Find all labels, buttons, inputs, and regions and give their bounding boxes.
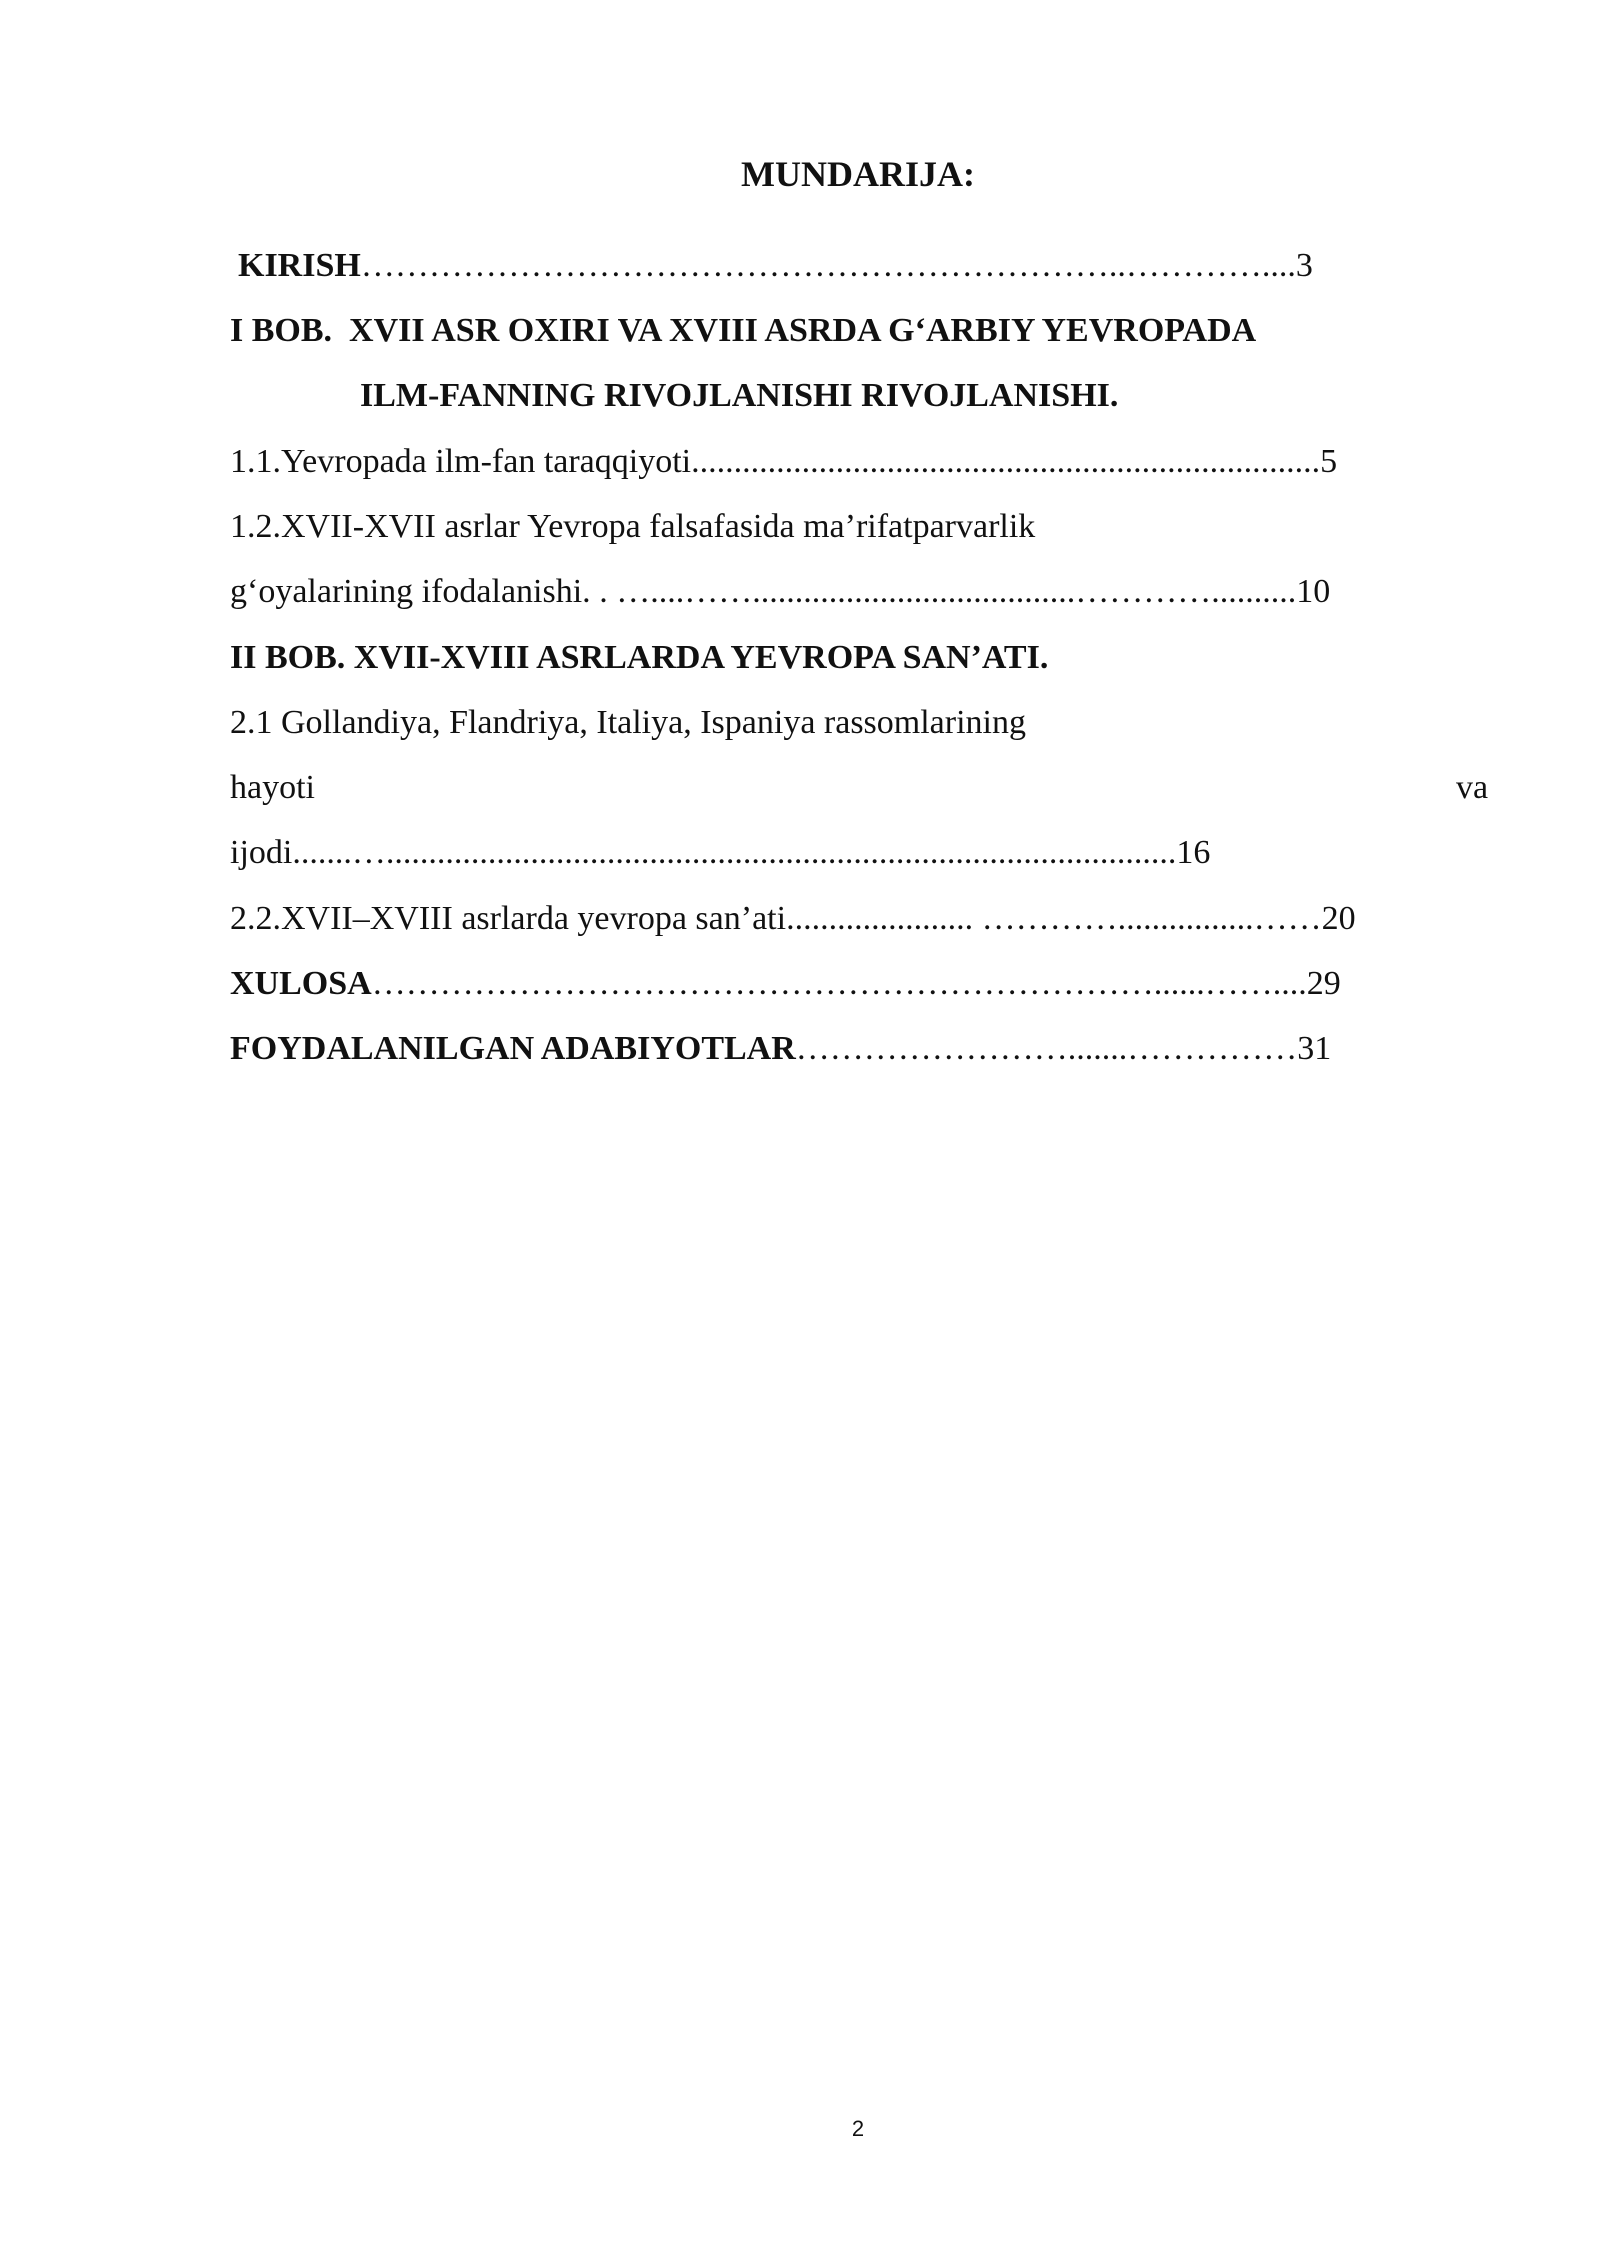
toc-entry-1-2-cont — [230, 570, 1330, 614]
toc-entry-1-2 — [230, 505, 1035, 549]
toc-entry-label: 1.2.XVII-XVII asrlar Yevropa falsafasida ma’rifatparvarlik — [230, 508, 1036, 545]
toc-entry-label: 2.1 Gollandiya, Flandriya, Italiya, Ispaniya rassomlarining — [230, 704, 1026, 741]
toc-entry-2-1-cont — [230, 766, 315, 810]
toc-entry-label: XULOSA — [230, 965, 372, 1002]
toc-entry-label: II BOB. XVII-XVIII ASRLARDA YEVROPA SAN’ATI. — [230, 639, 1049, 676]
toc-title: MUNDARIJA: — [741, 154, 975, 194]
toc-entry-label: ijodi — [230, 834, 293, 871]
toc-entry-2-1-end — [230, 831, 1210, 875]
toc-leader: .......................................................................... — [691, 443, 1321, 480]
toc-leader: .......…............................................................................................. — [292, 834, 1177, 871]
toc-entry-label: FOYDALANILGAN ADABIYOTLAR — [230, 1030, 796, 1067]
toc-chapter-2-heading — [230, 636, 1048, 680]
toc-entry-kirish — [238, 244, 1313, 288]
toc-page-number: 31 — [1297, 1030, 1332, 1067]
toc-justified-word: va — [1456, 769, 1489, 806]
toc-leader: …………………….......…………… — [795, 1030, 1298, 1067]
toc-entry-label: I BOB. XVII ASR OXIRI VA XVIII ASRDA G‘ARBIY YEVROPADA — [230, 312, 1257, 349]
toc-entry-label: ILM-FANNING RIVOJLANISHI RIVOJLANISHI. — [360, 377, 1119, 414]
toc-page-number: 29 — [1306, 965, 1341, 1002]
page-number: 2 — [851, 2116, 865, 2141]
toc-page-number: 20 — [1321, 900, 1356, 937]
toc-page-number: 3 — [1295, 247, 1313, 284]
toc-chapter-1-heading — [230, 309, 1256, 353]
toc-entry-xulosa — [230, 962, 1341, 1006]
toc-entry-label: g‘oyalarining ifodalanishi. — [230, 573, 591, 610]
toc-entry-bibliography — [230, 1027, 1331, 1071]
toc-leader: …………………………………………………………..………….... — [360, 247, 1296, 284]
toc-chapter-1-heading-cont — [360, 374, 1118, 418]
toc-leader: . …....……......................................………….......... — [590, 573, 1297, 610]
toc-leader: ……………………………………………………………......…….... — [371, 965, 1307, 1002]
toc-page-number: 5 — [1320, 443, 1338, 480]
toc-entry-1-1 — [230, 440, 1337, 484]
toc-entry-label: hayoti — [230, 769, 315, 806]
toc-entry-label: 1.1.Yevropada ilm-fan taraqqiyoti — [230, 443, 692, 480]
toc-entry-label: 2.2.XVII–XVIII asrlarda yevropa san’ati — [230, 900, 787, 937]
toc-page-number: 16 — [1176, 834, 1211, 871]
toc-entry-2-1 — [230, 701, 1026, 745]
toc-entry-label: KIRISH — [238, 247, 361, 284]
toc-entry-2-2 — [230, 897, 1356, 941]
toc-leader: ...................... …………................…… — [786, 900, 1322, 937]
toc-page-number: 10 — [1296, 573, 1331, 610]
